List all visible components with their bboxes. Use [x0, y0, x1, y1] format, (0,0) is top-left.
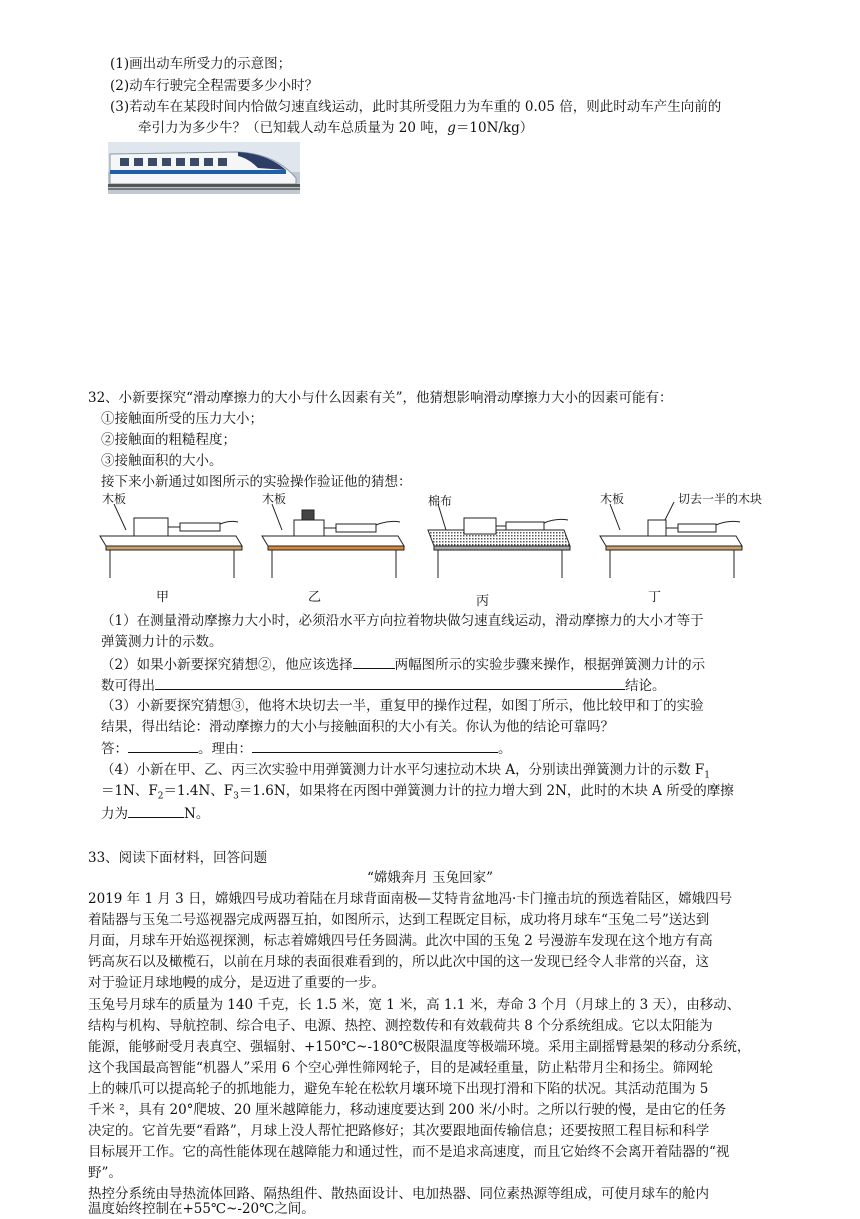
answer-blank-p2-conclusion[interactable]: [155, 675, 625, 690]
q33-para-line: 热控分系统由导热流体回路、隔热组件、散热面设计、电加热器、同位素热源等组成，可使月球车的舱内: [88, 1186, 709, 1202]
panel-bing-surface: 棉布: [428, 494, 453, 508]
q32-p1-line2: 弹簧测力计的示数。: [101, 634, 223, 650]
q33-para-line: 结构与机构、导航控制、综合电子、电源、热控、测控数传和有效载荷共 8 个分系统组成。它以太阳能为: [88, 1018, 713, 1034]
q32-p1-line1: （1）在测量滑动摩擦力大小时，必须沿水平方向拉着物块做匀速直线运动，滑动摩擦力的大小才等于: [101, 613, 704, 629]
q33-para-line: 目标展开工作。它的高性能体现在越障能力和通过性，而不是追求高速度，而且它始终不会离开着陆器的“视: [88, 1144, 730, 1160]
q32-next: 接下来小新通过如图所示的实验操作验证他的猜想：: [101, 474, 412, 490]
panel-ding-surface: 木板: [600, 492, 625, 506]
q33-para-line: 决定的。它首先要“看路”，月球上没人帮忙把路修好；其次要跟地面传输信息；还要按照工程目标和科学: [88, 1123, 710, 1139]
q33-para-line: 野”。: [88, 1165, 122, 1181]
q33-para-line: 着陆器与玉兔二号巡视器完成两器互拍，如图所示，达到工程既定目标，成功将月球车“玉兔二号”送达到: [88, 912, 710, 928]
q33-para-line: 千米 ²，具有 20°爬坡、20 厘米越障能力，移动速度要达到 200 米/小时。之所以行驶的慢，是由它的任务: [88, 1102, 727, 1118]
q33-para-line: 钙高灰石以及橄榄石，以前在月球的表面很难看到的，所以此次中国的这一发现已经令人非常的兴奋，这: [88, 954, 709, 970]
q32-p3-line1: （3）小新要探究猜想③，他将木块切去一半，重复甲的操作过程，如图丁所示，他比较甲和丁的实验: [101, 698, 704, 714]
panel-jia-surface: 木板: [102, 492, 127, 506]
panel-ding-label: 丁: [648, 590, 662, 605]
panel-bing-label: 丙: [476, 594, 490, 609]
q33-para-line: 月面，月球车开始巡视探测，标志着嫦娥四号任务圆满。此次中国的玉兔 2 号漫游车发现在这个地方有高: [88, 933, 713, 949]
q32-intro: 32、小新要探究“滑动摩擦力的大小与什么因素有关”，他猜想影响滑动摩擦力大小的因素可能有：: [88, 390, 673, 406]
q33-para-line: 2019 年 1 月 3 日，嫦娥四号成功着陆在月球背面南极—艾特肯盆地冯·卡门撞击坑的预选着陆区，嫦娥四号: [88, 891, 733, 907]
q32-guess-1: ①接触面所受的压力大小；: [101, 411, 263, 427]
q32-p4-line2: ＝1N、$F_2=1.4N$、$F_3=1.6N$，如果将在丙图中弹簧测力计的拉力增大到 2N，此时的木块 A 所受的摩擦: [101, 783, 734, 802]
panel-ding-note: 切去一半的木块: [678, 492, 763, 506]
q32-p4-line3: 力为 N。: [101, 803, 209, 824]
panel-jia-label: 甲: [156, 590, 170, 605]
q33-article-title: “嫦娥奔月 玉兔回家”: [366, 870, 494, 886]
q32-guess-2: ②接触面的粗糙程度；: [101, 432, 236, 448]
q32-p2-line1: （2）如果小新要探究猜想②，他应该选择 两幅图所示的实验步骤来操作，根据弹簧测力计的示: [101, 654, 705, 675]
q31-sub2: (2)动车行驶完全程需要多少小时？: [110, 78, 319, 94]
q31-sub3-line1: (3)若动车在某段时间内恰做匀速直线运动，此时其所受阻力为车重的 0.05 倍，则此时动车产生向前的: [110, 99, 722, 115]
q31-sub3-line2: 牵引力为多少牛？（已知载人动车总质量为 20 吨，g＝10N/kg）: [138, 120, 534, 136]
q33-para-line: 这个我国最高智能“机器人”采用 6 个空心弹性筛网轮子，目的是减轻重量，防止粘带月尘和扬尘。筛网轮: [88, 1060, 713, 1076]
train-image: [108, 142, 300, 194]
panel-yi-label: 乙: [308, 590, 322, 605]
experiment-figure: [96, 490, 763, 609]
q33-para-line: 能源，能够耐受月表真空、强辐射、+150℃~-180℃极限温度等极端环境。采用主副摇臂悬架的移动分系统，: [88, 1039, 751, 1055]
answer-blank-p3-reliable[interactable]: [128, 738, 198, 753]
q33-intro: 33、阅读下面材料，回答问题: [88, 850, 268, 866]
q31-sub1: (1)画出动车所受力的示意图；: [110, 56, 292, 72]
q33-para-line: 对于验证月球地幔的成分，是迈进了重要的一步。: [88, 975, 385, 991]
q32-p4-line1: （4）小新在甲、乙、丙三次实验中用弹簧测力计水平匀速拉动木块 A，分别读出弹簧测力计的示数 $F_1$: [101, 762, 711, 781]
q32-p3-line3: 答： 。理由： 。: [101, 738, 512, 759]
q32-guess-3: ③接触面积的大小。: [101, 453, 223, 469]
answer-blank-p4-friction[interactable]: [128, 803, 184, 818]
q33-para-line: 上的棘爪可以提高轮子的抓地能力，避免车轮在松软月壤环境下出现打滑和下陷的状况。其活动范围为 5: [88, 1081, 709, 1097]
q33-para-line: 玉兔号月球车的质量为 140 千克，长 1.5 米，宽 1 米，高 1.1 米，寿命 3 个月（月球上的 3 天），由移动、: [88, 997, 741, 1013]
q32-p3-line2: 结果，得出结论：滑动摩擦力的大小与接触面积的大小有关。你认为他的结论可靠吗？: [101, 719, 614, 735]
panel-yi-surface: 木板: [262, 492, 287, 506]
q33-para-line: 温度始终控制在+55℃~-20℃之间。: [88, 1201, 315, 1217]
answer-blank-p3-reason[interactable]: [252, 738, 498, 753]
q32-p2-line2: 数可得出 结论。: [101, 675, 666, 696]
answer-blank-p2-figures[interactable]: [353, 654, 395, 669]
